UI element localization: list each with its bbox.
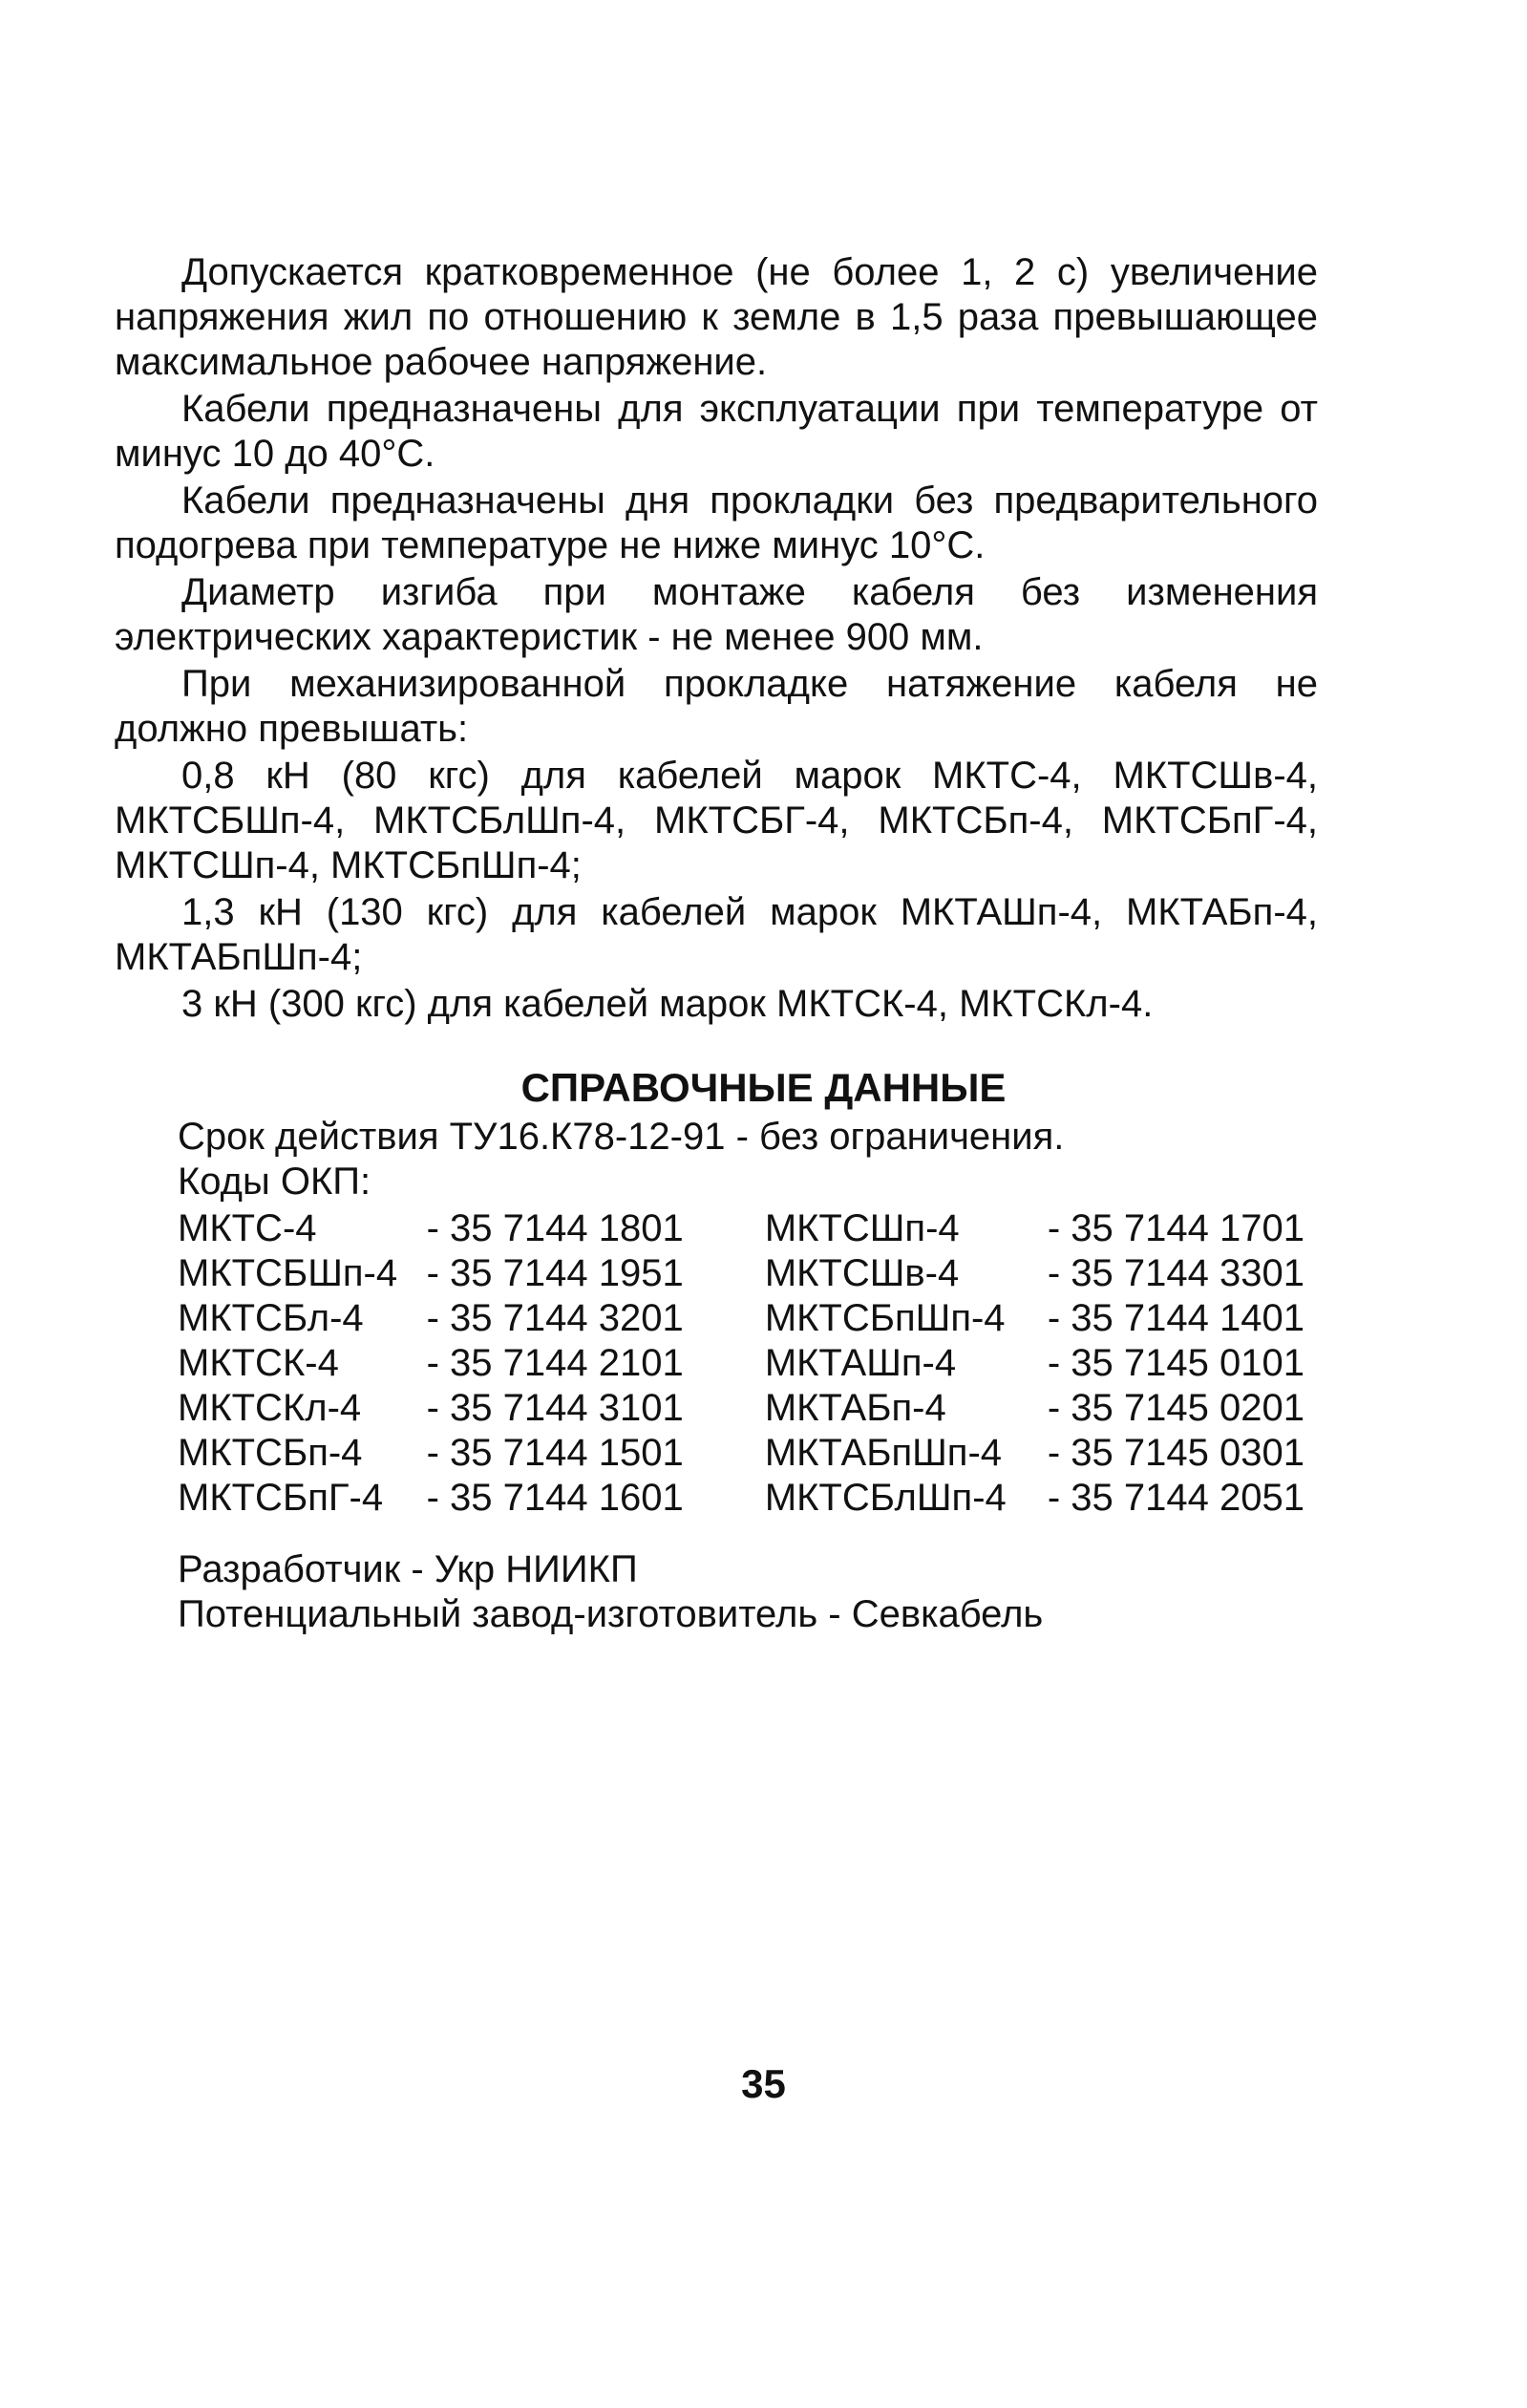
- cable-mark-left: МКТСБпГ-4: [178, 1477, 384, 1519]
- okp-code-left: - 35 7144 1601: [426, 1477, 684, 1519]
- okp-code-right: - 35 7144 3301: [1047, 1252, 1304, 1294]
- body-text: [115, 250, 1318, 1029]
- okp-code-right: - 35 7144 1701: [1047, 1207, 1304, 1249]
- cable-mark-right: МКТСШв-4: [764, 1252, 960, 1294]
- paragraph-tension-3: 3 кН (300 кгс) для кабелей марок МКТСК-4, МКТСКл-4.: [181, 983, 1154, 1025]
- cable-mark-right: МКТСБлШп-4: [764, 1477, 1007, 1519]
- okp-code-left: - 35 7144 2101: [426, 1342, 684, 1384]
- okp-code-right: - 35 7145 0301: [1047, 1432, 1304, 1474]
- cable-mark-left: МКТСБп-4: [178, 1432, 363, 1474]
- code-row: [178, 1341, 1324, 1386]
- cable-mark-left: МКТСКл-4: [178, 1387, 362, 1429]
- okp-code-left: - 35 7144 1501: [426, 1432, 684, 1474]
- okp-code-right: - 35 7144 2051: [1047, 1477, 1304, 1519]
- validity-line: Срок действия ТУ16.К78-12-91 - без ограничения.: [178, 1116, 1065, 1158]
- footer-block: [178, 1547, 1324, 1637]
- reference-block: [178, 1115, 1324, 1521]
- paragraph-operating-temperature: Кабели предназначены для эксплуатации при температуре от минус 10 до 40°С.: [115, 388, 1318, 475]
- code-row: [178, 1251, 1324, 1296]
- code-row: [178, 1296, 1324, 1341]
- okp-code-right: - 35 7144 1401: [1047, 1297, 1304, 1339]
- code-row: [178, 1386, 1324, 1431]
- cable-mark-left: МКТСБл-4: [178, 1297, 364, 1339]
- reference-title: СПРАВОЧНЫЕ ДАННЫЕ: [520, 1065, 1007, 1110]
- paragraph-tension-13: 1,3 кН (130 кгс) для кабелей марок МКТАШп-4, МКТАБп-4, МКТАБпШп-4;: [115, 891, 1318, 978]
- paragraph-tension-intro: При механизированной прокладке натяжение кабеля не должно превышать:: [115, 663, 1318, 750]
- paragraph-voltage: Допускается кратковременное (не более 1, 2 с) увеличение напряжения жил по отношению к земле в 1,5 раза превышающее максимальное рабочее напряжение.: [115, 251, 1318, 383]
- cable-mark-right: МКТАБпШп-4: [764, 1432, 1003, 1474]
- manufacturer-line: Потенциальный завод-изготовитель - Севкабель: [178, 1593, 1044, 1635]
- okp-code-right: - 35 7145 0101: [1047, 1342, 1304, 1384]
- code-row: [178, 1431, 1324, 1476]
- okp-code-left: - 35 7144 3201: [426, 1297, 684, 1339]
- paragraph-bend-diameter: Диаметр изгиба при монтаже кабеля без изменения электрических характеристик - не менее 900 мм.: [115, 571, 1318, 658]
- developer-line: Разработчик - Укр НИИКП: [178, 1548, 638, 1590]
- cable-mark-right: МКТАБп-4: [764, 1387, 946, 1429]
- code-row: [178, 1206, 1324, 1251]
- cable-mark-right: МКТАШп-4: [764, 1342, 957, 1384]
- cable-mark-left: МКТСБШп-4: [178, 1252, 398, 1294]
- okp-code-left: - 35 7144 3101: [426, 1387, 684, 1429]
- okp-code-left: - 35 7144 1801: [426, 1207, 684, 1249]
- cable-mark-right: МКТСБпШп-4: [764, 1297, 1006, 1339]
- paragraph-tension-08: 0,8 кН (80 кгс) для кабелей марок МКТС-4, МКТСШв-4, МКТСБШп-4, МКТСБлШп-4, МКТСБГ-4, МКТСБп-4, МКТСБпГ-4, МКТСШп-4, МКТСБпШп-4;: [115, 755, 1318, 886]
- cable-mark-left: МКТС-4: [178, 1207, 317, 1249]
- codes-label: Коды ОКП:: [178, 1161, 371, 1203]
- paragraph-laying-temperature: Кабели предназначены дня прокладки без предварительного подогрева при температуре не ниже минус 10°С.: [115, 479, 1318, 566]
- okp-code-right: - 35 7145 0201: [1047, 1387, 1304, 1429]
- page-number: 35: [741, 2061, 786, 2106]
- cable-mark-left: МКТСК-4: [178, 1342, 339, 1384]
- cable-mark-right: МКТСШп-4: [764, 1207, 960, 1249]
- okp-code-left: - 35 7144 1951: [426, 1252, 684, 1294]
- code-row: [178, 1476, 1324, 1521]
- okp-codes-table: [178, 1206, 1324, 1521]
